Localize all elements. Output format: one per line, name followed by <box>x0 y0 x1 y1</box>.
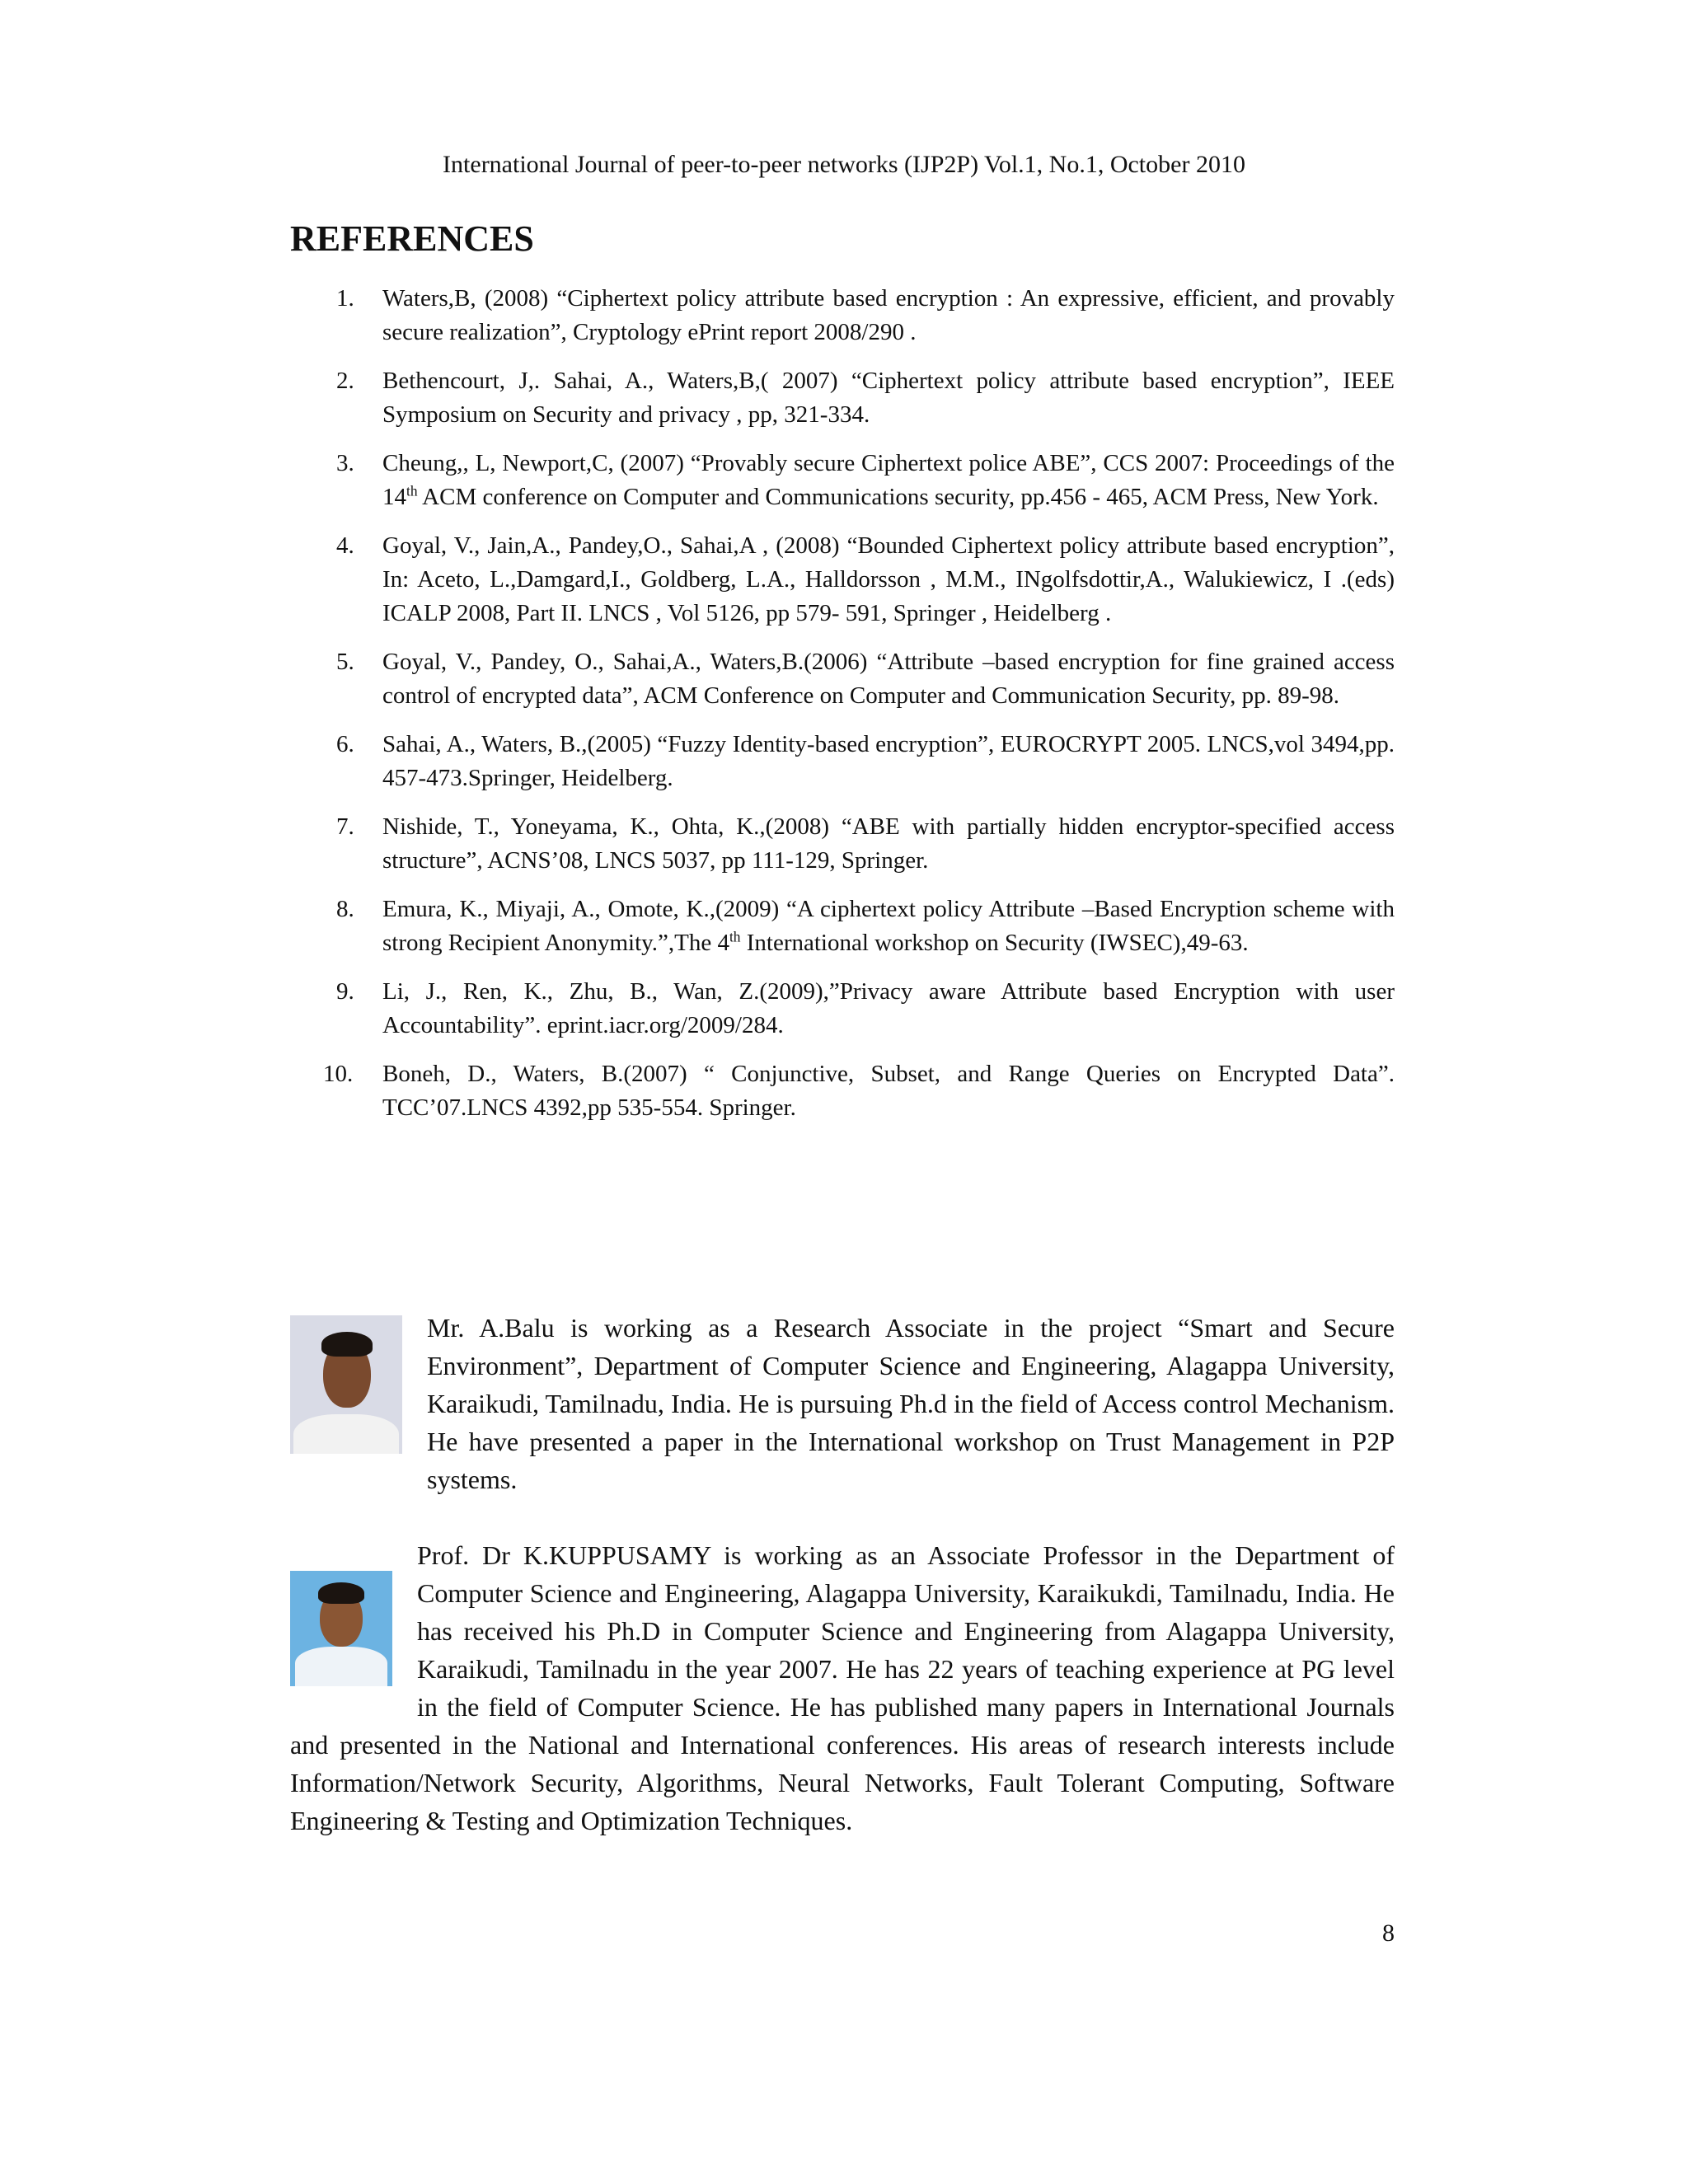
reference-item <box>290 1057 1395 1125</box>
reference-number: 8. <box>336 896 354 922</box>
reference-item <box>290 810 1395 878</box>
references-list <box>290 282 1395 1140</box>
reference-number: 4. <box>336 532 354 559</box>
hair-shape <box>321 1332 373 1357</box>
reference-item <box>290 529 1395 630</box>
author-bio-text: Prof. Dr K.KUPPUSAMY is working as an Associate Professor in the Department of Computer Science and Engineering, Alagappa University, Karaikukdi, Tamilnadu, India. He has received his Ph.D in Computer Science and Engineering from Alagappa University, Karaikudi, Tamilnadu in the year 2007. He has 22 years of teaching experience at PG level in the field of Computer Science. He has published many papers in International Journals and presented in the National and International conferences. His areas of research interests include Information/Network Security, Algorithms, Neural Networks, Fault Tolerant Computing, Software Engineering & Testing and Optimization Techniques. <box>290 1540 1395 1835</box>
reference-text: Goyal, V., Jain,A., Pandey,O., Sahai,A , (2008) “Bounded Ciphertext policy attribute based encryption”, In: Aceto, L.,Damgard,I., Goldberg, L.A., Halldorsson , M.M., INgolfsdottir,A., Walukiewicz, I .(eds) ICALP 2008, Part II. LNCS , Vol 5126, pp 579- 591, Springer , Heidelberg . <box>382 532 1395 626</box>
reference-number: 5. <box>336 649 354 675</box>
reference-text: Boneh, D., Waters, B.(2007) “ Conjunctive, Subset, and Range Queries on Encrypted Data”. TCC’07.LNCS 4392,pp 535-554. Springer. <box>382 1061 1395 1121</box>
reference-number: 9. <box>336 978 354 1005</box>
shirt-shape <box>293 1414 399 1454</box>
reference-text-continued: ACM conference on Computer and Communications security, pp.456 - 465, ACM Press, New York. <box>417 484 1379 510</box>
reference-item <box>290 282 1395 349</box>
reference-text: Emura, K., Miyaji, A., Omote, K.,(2009) “A ciphertext policy Attribute –Based Encryption scheme with strong Recipient Anonymity.”,The 4 <box>382 896 1395 956</box>
reference-text-continued: International workshop on Security (IWSEC),49-63. <box>740 930 1249 956</box>
reference-item <box>290 975 1395 1043</box>
reference-item <box>290 893 1395 960</box>
reference-item <box>290 447 1395 514</box>
reference-text: Sahai, A., Waters, B.,(2005) “Fuzzy Identity-based encryption”, EUROCRYPT 2005. LNCS,vol 3494,pp. 457-473.Springer, Heidelberg. <box>382 731 1395 791</box>
reference-text: Waters,B, (2008) “Ciphertext policy attribute based encryption : An expressive, efficient, and provably secure realization”, Cryptology ePrint report 2008/290 . <box>382 285 1395 345</box>
page-number: 8 <box>1382 1919 1395 1947</box>
author-photo-balu <box>290 1315 402 1454</box>
ordinal-superscript: th <box>406 482 418 499</box>
running-header: International Journal of peer-to-peer networks (IJP2P) Vol.1, No.1, October 2010 <box>443 151 1245 178</box>
reference-text: Bethencourt, J,. Sahai, A., Waters,B,( 2007) “Ciphertext policy attribute based encryption”, IEEE Symposium on Security and privacy , pp, 321-334. <box>382 368 1395 428</box>
author-photo-kuppusamy <box>290 1571 392 1686</box>
hair-shape <box>318 1582 364 1604</box>
reference-number: 2. <box>336 368 354 394</box>
reference-text: Goyal, V., Pandey, O., Sahai,A., Waters,B.(2006) “Attribute –based encryption for fine grained access control of encrypted data”, ACM Conference on Computer and Communication Security, pp. 89-98. <box>382 649 1395 709</box>
reference-text: Li, J., Ren, K., Zhu, B., Wan, Z.(2009),”Privacy aware Attribute based Encryption with user Accountability”. eprint.iacr.org/2009/284. <box>382 978 1395 1038</box>
reference-item <box>290 364 1395 432</box>
reference-number: 7. <box>336 813 354 840</box>
shirt-shape <box>295 1647 387 1686</box>
reference-number: 1. <box>336 285 354 312</box>
ordinal-superscript: th <box>729 928 741 945</box>
reference-number: 3. <box>336 450 354 476</box>
reference-number: 6. <box>336 731 354 757</box>
author-bio-kuppusamy <box>290 1536 1395 1840</box>
reference-text: Nishide, T., Yoneyama, K., Ohta, K.,(2008) “ABE with partially hidden encryptor-specified access structure”, ACNS’08, LNCS 5037, pp 111-129, Springer. <box>382 813 1395 874</box>
reference-item <box>290 645 1395 713</box>
reference-item <box>290 728 1395 795</box>
reference-text: Cheung,, L, Newport,C, (2007) “Provably secure Ciphertext police ABE”, CCS 2007: Proceedings of the 14 <box>382 450 1395 510</box>
references-heading: REFERENCES <box>290 218 534 259</box>
author-bio-balu <box>290 1309 1395 1498</box>
author-bio-text: Mr. A.Balu is working as a Research Associate in the project “Smart and Secure Environment”, Department of Computer Science and Engineering, Alagappa University, Karaikudi, Tamilnadu, India. He is pursuing Ph.d in the field of Access control Mechanism. He have presented a paper in the International workshop on Trust Management in P2P systems. <box>427 1313 1395 1494</box>
reference-number: 10. <box>323 1061 354 1087</box>
